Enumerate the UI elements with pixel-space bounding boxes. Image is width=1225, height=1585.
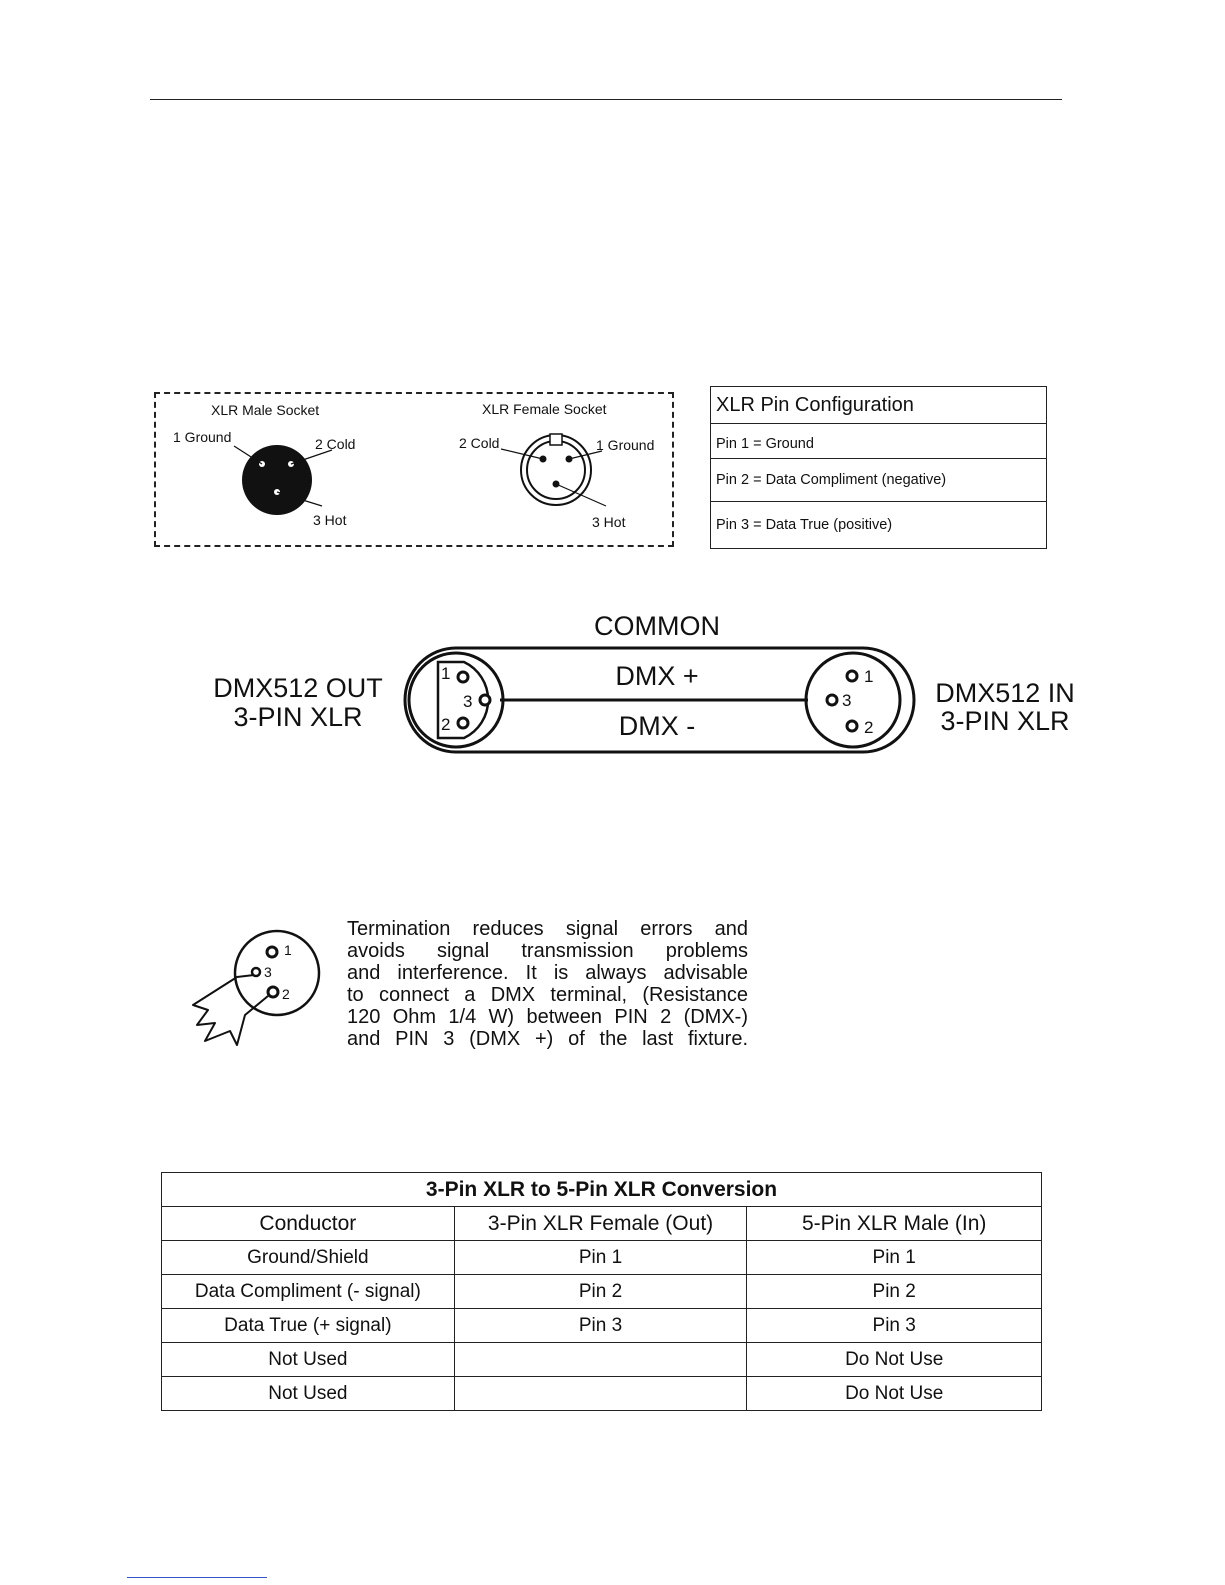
pin-config-title: XLR Pin Configuration <box>716 394 914 416</box>
table-cell <box>454 1343 747 1377</box>
term-pin3-num: 3 <box>264 964 272 980</box>
out-pin3-num: 3 <box>463 692 473 711</box>
female-pin1-label: 1 Ground <box>596 437 655 453</box>
male-socket-body <box>242 445 312 515</box>
female-key <box>550 434 562 445</box>
termination-line: and interference. It is always advisable <box>347 962 748 984</box>
female-socket-inner <box>527 441 585 499</box>
termination-line: and PIN 3 (DMX +) of the last fixture. <box>347 1028 748 1050</box>
dmx-minus-label: DMX - <box>618 711 696 741</box>
table-cell: Pin 2 <box>454 1275 747 1309</box>
male-pin2-label: 2 Cold <box>315 436 356 452</box>
termination-line: to connect a DMX terminal, (Resistance <box>347 984 748 1006</box>
in-plug <box>806 653 900 747</box>
out-pin-3 <box>480 695 490 705</box>
table-row <box>162 1275 1042 1309</box>
pin-config-row-text: Pin 2 = Data Compliment (negative) <box>716 472 947 488</box>
in-pin-3 <box>827 695 837 705</box>
female-pin2-label: 2 Cold <box>459 435 500 451</box>
header-rule <box>150 99 1062 100</box>
column-header: Conductor <box>162 1207 455 1241</box>
termination-pin-1 <box>267 947 277 957</box>
female-pin3-label: 3 Hot <box>592 514 626 530</box>
in-pin2-num: 2 <box>864 718 874 737</box>
table-cell: Not Used <box>162 1343 455 1377</box>
dmx-in-line1: DMX512 IN <box>935 678 1075 708</box>
in-pin1-num: 1 <box>864 667 874 686</box>
xlr-socket-diagram <box>154 392 674 547</box>
termination-line: Termination reduces signal errors and <box>347 918 748 940</box>
pin-config-row <box>711 502 1046 548</box>
out-pin2-num: 2 <box>441 715 451 734</box>
table-cell: Not Used <box>162 1377 455 1411</box>
term-pin2-num: 2 <box>282 986 290 1002</box>
table-row <box>162 1343 1042 1377</box>
pin-config-row-text: Pin 3 = Data True (positive) <box>716 517 893 533</box>
pin-config-title-row <box>711 387 1046 424</box>
table-cell: Pin 1 <box>454 1241 747 1275</box>
cable-common-label: COMMON <box>594 611 720 641</box>
termination-line: avoids signal transmission problems <box>347 940 748 962</box>
pin-config-row-text: Pin 1 = Ground <box>716 436 814 452</box>
in-pin-2 <box>847 721 857 731</box>
table-cell: Do Not Use <box>747 1377 1042 1411</box>
in-pin3-num: 3 <box>842 691 852 710</box>
out-pin-1 <box>458 672 468 682</box>
termination-paragraph <box>347 918 748 1050</box>
footer-link-rule <box>127 1577 267 1578</box>
dmx-in-line2: 3-PIN XLR <box>940 706 1070 736</box>
table-cell: Pin 2 <box>747 1275 1042 1309</box>
table-cell: Pin 3 <box>747 1309 1042 1343</box>
table-row <box>162 1377 1042 1411</box>
column-header: 3-Pin XLR Female (Out) <box>454 1207 747 1241</box>
dmx-out-line2: 3-PIN XLR <box>233 702 363 732</box>
dmx-plus-label: DMX + <box>615 661 699 691</box>
table-cell: Pin 3 <box>454 1309 747 1343</box>
out-pin1-num: 1 <box>441 664 451 683</box>
pin-config-row <box>711 424 1046 459</box>
table-cell: Data True (+ signal) <box>162 1309 455 1343</box>
pin-config-row <box>711 459 1046 502</box>
conversion-table <box>161 1172 1042 1411</box>
table-cell: Ground/Shield <box>162 1241 455 1275</box>
termination-plug-drawing <box>185 925 335 1055</box>
table-cell: Pin 1 <box>747 1241 1042 1275</box>
conversion-table-title: 3-Pin XLR to 5-Pin XLR Conversion <box>162 1173 1042 1207</box>
table-cell: Data Compliment (- signal) <box>162 1275 455 1309</box>
table-cell <box>454 1377 747 1411</box>
xlr-pin-config-table <box>710 386 1047 549</box>
termination-pin-2 <box>268 987 278 997</box>
termination-plug <box>235 931 319 1015</box>
termination-line: 120 Ohm 1/4 W) between PIN 2 (DMX-) <box>347 1006 748 1028</box>
dmx-out-line1: DMX512 OUT <box>213 673 383 703</box>
out-pin-2 <box>458 718 468 728</box>
table-row <box>162 1241 1042 1275</box>
table-cell: Do Not Use <box>747 1343 1042 1377</box>
male-socket-title: XLR Male Socket <box>211 402 320 418</box>
male-pin1-label: 1 Ground <box>173 429 232 445</box>
term-pin1-num: 1 <box>284 942 292 958</box>
female-socket-title: XLR Female Socket <box>482 401 607 417</box>
in-pin-1 <box>847 671 857 681</box>
male-pin3-label: 3 Hot <box>313 512 347 528</box>
table-row <box>162 1309 1042 1343</box>
column-header: 5-Pin XLR Male (In) <box>747 1207 1042 1241</box>
